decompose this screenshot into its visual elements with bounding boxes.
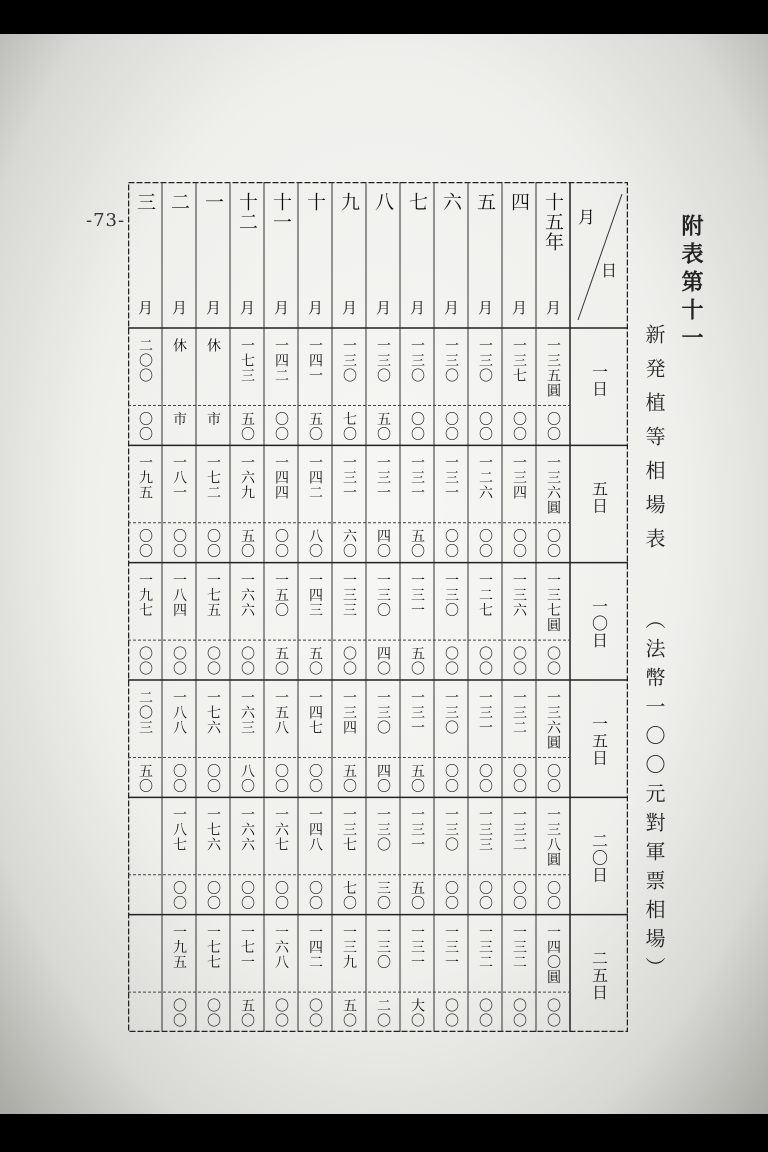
month-header: 一 — [202, 192, 224, 212]
rate-value: 一三一 — [409, 455, 425, 501]
rate-value: 一七三 — [239, 338, 255, 383]
rate-table-grid — [128, 182, 628, 1032]
rate-value: 休 — [205, 338, 221, 353]
rate-value: 一四二 — [307, 455, 323, 501]
rate-value: 一三一 — [443, 455, 459, 501]
rate-value: 一三一 — [409, 807, 425, 853]
rate-value: 一七七 — [205, 924, 221, 970]
rate-decimal: 〇〇 — [137, 411, 153, 442]
rate-decimal: 五〇 — [137, 763, 153, 794]
day-label: 一〇日 — [589, 597, 609, 649]
month-header: 八 — [372, 192, 394, 212]
rate-decimal: 市 — [171, 411, 187, 427]
rate-decimal: 〇〇 — [205, 528, 221, 559]
rate-value: 一九七 — [137, 572, 153, 618]
rate-value: 一三七圓 — [545, 572, 561, 633]
rate-value: 一三七 — [511, 338, 527, 383]
rate-decimal: 七〇 — [341, 411, 357, 442]
rate-decimal: 〇〇 — [511, 528, 527, 559]
month-header: 五 — [474, 192, 496, 212]
rate-value: 一三一 — [409, 690, 425, 735]
rate-value: 一三〇 — [375, 924, 391, 970]
rate-decimal: 〇〇 — [307, 880, 323, 911]
rate-decimal: 八〇 — [307, 528, 323, 559]
rate-decimal: 〇〇 — [545, 646, 561, 677]
rate-decimal: 五〇 — [375, 411, 391, 442]
rate-decimal: 五〇 — [239, 528, 255, 559]
rate-value: 一三八圓 — [545, 807, 561, 868]
rate-value: 一三二 — [511, 690, 527, 735]
rate-decimal: 五〇 — [409, 763, 425, 794]
month-header: 二 — [168, 192, 190, 212]
month-header: 十一 — [270, 192, 292, 232]
rate-decimal: 〇〇 — [511, 411, 527, 442]
rate-decimal: 〇〇 — [511, 646, 527, 677]
rate-decimal: 〇〇 — [545, 763, 561, 794]
rate-decimal: 〇〇 — [477, 763, 493, 794]
rate-value: 一三〇 — [375, 690, 391, 735]
month-suffix: 月 — [238, 300, 256, 316]
day-label: 一日 — [589, 363, 609, 398]
rate-value: 一三六圓 — [545, 455, 561, 516]
rate-value: 二〇〇 — [137, 338, 153, 383]
rate-value: 一六三 — [239, 690, 255, 735]
rate-value: 一三〇 — [443, 572, 459, 618]
rate-decimal: 〇〇 — [205, 646, 221, 677]
rate-decimal: 〇〇 — [443, 763, 459, 794]
rate-value: 一六八 — [273, 924, 289, 970]
rate-decimal: 〇〇 — [171, 880, 187, 911]
corner-month-label: 月 — [574, 208, 594, 226]
rate-decimal: 〇〇 — [477, 880, 493, 911]
rate-value: 一八八 — [171, 690, 187, 735]
rate-value: 一七六 — [205, 690, 221, 735]
rate-value: 一四二 — [273, 338, 289, 383]
table-subtitle: 新発植等相場表 — [642, 324, 666, 562]
rate-value: 一六九 — [239, 455, 255, 501]
month-header: 九 — [338, 192, 360, 212]
day-label: 一五日 — [589, 715, 609, 767]
month-suffix: 月 — [340, 300, 358, 316]
rate-decimal: 〇〇 — [409, 411, 425, 442]
table-note: （法幣一〇〇元對軍票相場） — [642, 609, 666, 986]
month-suffix: 月 — [306, 300, 324, 316]
rate-decimal: 〇〇 — [477, 998, 493, 1029]
rate-decimal: 〇〇 — [137, 528, 153, 559]
rate-decimal: 〇〇 — [443, 880, 459, 911]
rate-value: 一三七 — [341, 807, 357, 853]
rate-value: 一四八 — [307, 807, 323, 853]
month-header: 十 — [304, 192, 326, 212]
rate-decimal: 四〇 — [375, 646, 391, 677]
month-suffix: 月 — [408, 300, 426, 316]
month-header: 三 — [134, 192, 156, 212]
rate-value: 一四二 — [307, 924, 323, 970]
rate-decimal: 〇〇 — [273, 998, 289, 1029]
rate-decimal: 五〇 — [341, 998, 357, 1029]
rate-decimal: 〇〇 — [307, 763, 323, 794]
rate-decimal: 〇〇 — [545, 528, 561, 559]
rate-value: 一三六 — [511, 572, 527, 618]
month-suffix: 月 — [170, 300, 188, 316]
rate-value: 一三一 — [341, 455, 357, 501]
rate-table — [128, 182, 628, 1032]
month-header: 六 — [440, 192, 462, 212]
rate-decimal: 〇〇 — [171, 646, 187, 677]
rate-value: 一三〇 — [341, 338, 357, 383]
rate-value: 一三二 — [477, 924, 493, 970]
rate-value: 一三四 — [341, 690, 357, 735]
rate-value: 一六六 — [239, 807, 255, 853]
rate-value: 一三〇 — [443, 807, 459, 853]
rate-value: 一三二 — [511, 807, 527, 853]
rate-decimal: 二〇 — [375, 998, 391, 1029]
month-suffix: 月 — [442, 300, 460, 316]
rate-value: 一三〇 — [375, 338, 391, 383]
day-label: 二〇日 — [589, 832, 609, 884]
rate-decimal: 五〇 — [409, 528, 425, 559]
rate-value: 一三〇 — [409, 338, 425, 383]
rate-value: 一四七 — [307, 690, 323, 735]
rate-value: 一八七 — [171, 807, 187, 853]
rate-decimal: 三〇 — [375, 880, 391, 911]
rate-decimal: 〇〇 — [477, 646, 493, 677]
rate-decimal: 〇〇 — [137, 646, 153, 677]
rate-value: 一二七 — [477, 572, 493, 618]
rate-decimal: 〇〇 — [273, 411, 289, 442]
rate-decimal: 八〇 — [239, 763, 255, 794]
rate-decimal: 四〇 — [375, 763, 391, 794]
rate-value: 一四四 — [273, 455, 289, 501]
rate-decimal: 七〇 — [341, 880, 357, 911]
rate-value: 一五〇 — [273, 572, 289, 618]
rate-value: 一三一 — [409, 924, 425, 970]
rate-value: 一五八 — [273, 690, 289, 735]
rate-value: 二〇三 — [137, 690, 153, 735]
rate-decimal: 五〇 — [307, 411, 323, 442]
rate-value: 一三五圓 — [545, 338, 561, 398]
rate-value: 一三〇 — [477, 338, 493, 383]
rate-decimal: 〇〇 — [443, 998, 459, 1029]
rate-value: 一七五 — [205, 572, 221, 618]
rate-value: 一八一 — [171, 455, 187, 501]
rate-decimal: 五〇 — [409, 880, 425, 911]
rate-decimal: 市 — [205, 411, 221, 427]
rate-value: 一七二 — [205, 455, 221, 501]
rate-decimal: 六〇 — [341, 528, 357, 559]
rate-decimal: 〇〇 — [273, 763, 289, 794]
page-number: -73- — [86, 210, 126, 231]
rate-decimal: 〇〇 — [545, 998, 561, 1029]
rate-decimal: 五〇 — [409, 646, 425, 677]
rate-value: 一三四 — [511, 455, 527, 501]
rate-decimal: 〇〇 — [205, 763, 221, 794]
rate-value: 一七一 — [239, 924, 255, 970]
rate-value: 一三一 — [477, 690, 493, 735]
rate-value: 一三三 — [477, 807, 493, 853]
rate-decimal: 四〇 — [375, 528, 391, 559]
rate-decimal: 〇〇 — [205, 880, 221, 911]
document-page — [0, 34, 768, 1114]
rate-value: 一三〇 — [443, 690, 459, 735]
day-label: 五日 — [589, 480, 609, 515]
rate-value: 一四三 — [307, 572, 323, 618]
table-title: 附表第十一 — [678, 214, 704, 354]
month-suffix: 月 — [204, 300, 222, 316]
rate-value: 一三〇 — [443, 338, 459, 383]
month-header: 十五年 — [542, 192, 564, 252]
rate-value: 一三〇 — [375, 572, 391, 618]
rate-value: 一三六圓 — [545, 690, 561, 750]
rate-decimal: 〇〇 — [273, 528, 289, 559]
rate-value: 一三一 — [443, 924, 459, 970]
rate-decimal: 〇〇 — [511, 998, 527, 1029]
rate-value: 一三一 — [409, 572, 425, 618]
rate-decimal: 〇〇 — [273, 880, 289, 911]
rate-value: 一三二 — [511, 924, 527, 970]
month-header: 四 — [508, 192, 530, 212]
rate-value: 一六七 — [273, 807, 289, 853]
rate-decimal: 五〇 — [239, 411, 255, 442]
rate-value: 一二六 — [477, 455, 493, 501]
rate-decimal: 五〇 — [341, 763, 357, 794]
month-suffix: 月 — [374, 300, 392, 316]
rate-decimal: 〇〇 — [171, 998, 187, 1029]
rate-decimal: 〇〇 — [477, 528, 493, 559]
rate-decimal: 〇〇 — [171, 528, 187, 559]
rate-value: 休 — [171, 338, 187, 353]
rate-value: 一四一 — [307, 338, 323, 383]
rate-decimal: 〇〇 — [443, 411, 459, 442]
rate-value: 一八四 — [171, 572, 187, 618]
month-suffix: 月 — [136, 300, 154, 316]
rate-value: 一三一 — [375, 455, 391, 501]
rate-decimal: 〇〇 — [341, 646, 357, 677]
rate-value: 一四〇圓 — [545, 924, 561, 985]
rate-value: 一九五 — [171, 924, 187, 970]
rate-decimal: 〇〇 — [443, 646, 459, 677]
rate-decimal: 大〇 — [409, 998, 425, 1029]
rate-value: 一六六 — [239, 572, 255, 618]
rate-decimal: 〇〇 — [307, 998, 323, 1029]
month-header: 十二 — [236, 192, 258, 232]
rate-decimal: 五〇 — [273, 646, 289, 677]
rate-value: 一九五 — [137, 455, 153, 501]
rate-decimal: 五〇 — [239, 998, 255, 1029]
rate-decimal: 〇〇 — [511, 763, 527, 794]
day-label: 二五日 — [589, 949, 609, 1001]
rate-decimal: 〇〇 — [239, 646, 255, 677]
rate-value: 一三〇 — [375, 807, 391, 853]
month-suffix: 月 — [510, 300, 528, 316]
rate-decimal: 〇〇 — [477, 411, 493, 442]
rate-decimal: 〇〇 — [239, 880, 255, 911]
rate-decimal: 〇〇 — [171, 763, 187, 794]
month-header: 七 — [406, 192, 428, 212]
corner-day-label: 日 — [598, 262, 618, 279]
rate-value: 一三九 — [341, 924, 357, 970]
rate-decimal: 〇〇 — [443, 528, 459, 559]
rate-decimal: 〇〇 — [545, 880, 561, 911]
rate-decimal: 〇〇 — [511, 880, 527, 911]
rate-value: 一三三 — [341, 572, 357, 618]
rate-decimal: 五〇 — [307, 646, 323, 677]
month-suffix: 月 — [476, 300, 494, 316]
rate-value: 一七六 — [205, 807, 221, 853]
rate-decimal: 〇〇 — [205, 998, 221, 1029]
month-suffix: 月 — [272, 300, 290, 316]
rate-decimal: 〇〇 — [545, 411, 561, 442]
month-suffix: 月 — [544, 300, 562, 316]
